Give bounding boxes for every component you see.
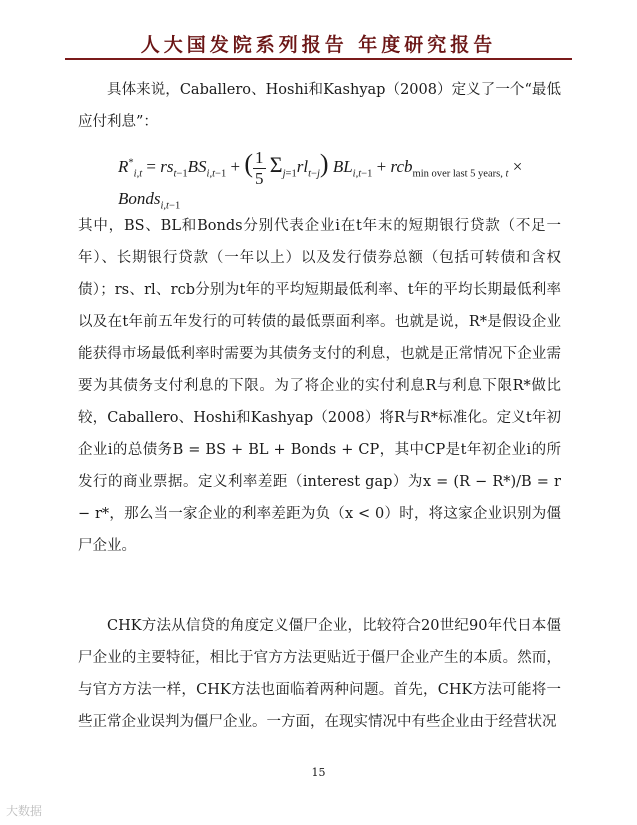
header-divider [65, 58, 572, 60]
chk-paragraph: CHK方法从信贷的角度定义僵尸企业，比较符合20世纪90年代日本僵尸企业的主要特征，相比于官方方法更贴近于僵尸企业产生的本质。然而，与官方方法一样，CHK方法也面临着两种问题。首先，CHK方法可能将一些正常企业误判为僵尸企业。一方面，在现实情况中有些企业由于经营状况 [78, 618, 561, 730]
report-header [0, 0, 637, 62]
formula-rhs: = $rs_{t-1}BS_{i,t-1}$ + ( $\frac{1}{5}$ $\Sigma_{j=1}rl_{t-j}$) $BL_{i,t-1} + rcb_{min over last 5 years, t}$ × Bonds$_{i,t-1}$ [118, 148, 523, 212]
header-title: 人大国发院系列报告 年度研究报告 [140, 34, 497, 56]
formula-lhs: $R^*_{i,t}$ [118, 157, 143, 180]
one-fifth-fraction: $\frac{1}{5}$ [255, 148, 264, 188]
page-number: 15 [311, 766, 326, 779]
min-interest-formula [118, 148, 538, 212]
intro-paragraph: 具体来说，Caballero、Hoshi和Kashyap（2008）定义了一个“最低应付利息”： [78, 82, 561, 130]
definitions-paragraph: 其中，BS、BL和Bonds分别代表企业i在t年末的短期银行贷款（不足一年）、长期银行贷款（一年以上）以及发行债券总额（包括可转债和含权债）；rs、rl、rcb分别为t年的平均短期最低利率、t年的平均长期最低利率以及在t年前五年发行的可转债的最低票面利率。也就是说，R*是假设企业能获得市场最低利率时需要为其债务支付的利息，也就是正常情况下企业需要为其债务支付利息的下限。为了将企业的实付利息R与利息下限R*做比较，Caballero、Hoshi和Kashyap（2008）将R与R*标准化。定义t年初企业i的总债务B = BS + BL + Bonds + CP，其中CP是t年初企业i的所发行的商业票据。定义利率差距（interest gap）为x = (R − R*)/B = r − r*，那么当一家企业的利率差距为负（x < 0）时，将这家企业识别为僵尸企业。 [78, 218, 561, 554]
source-watermark: 大数据 [6, 804, 43, 818]
